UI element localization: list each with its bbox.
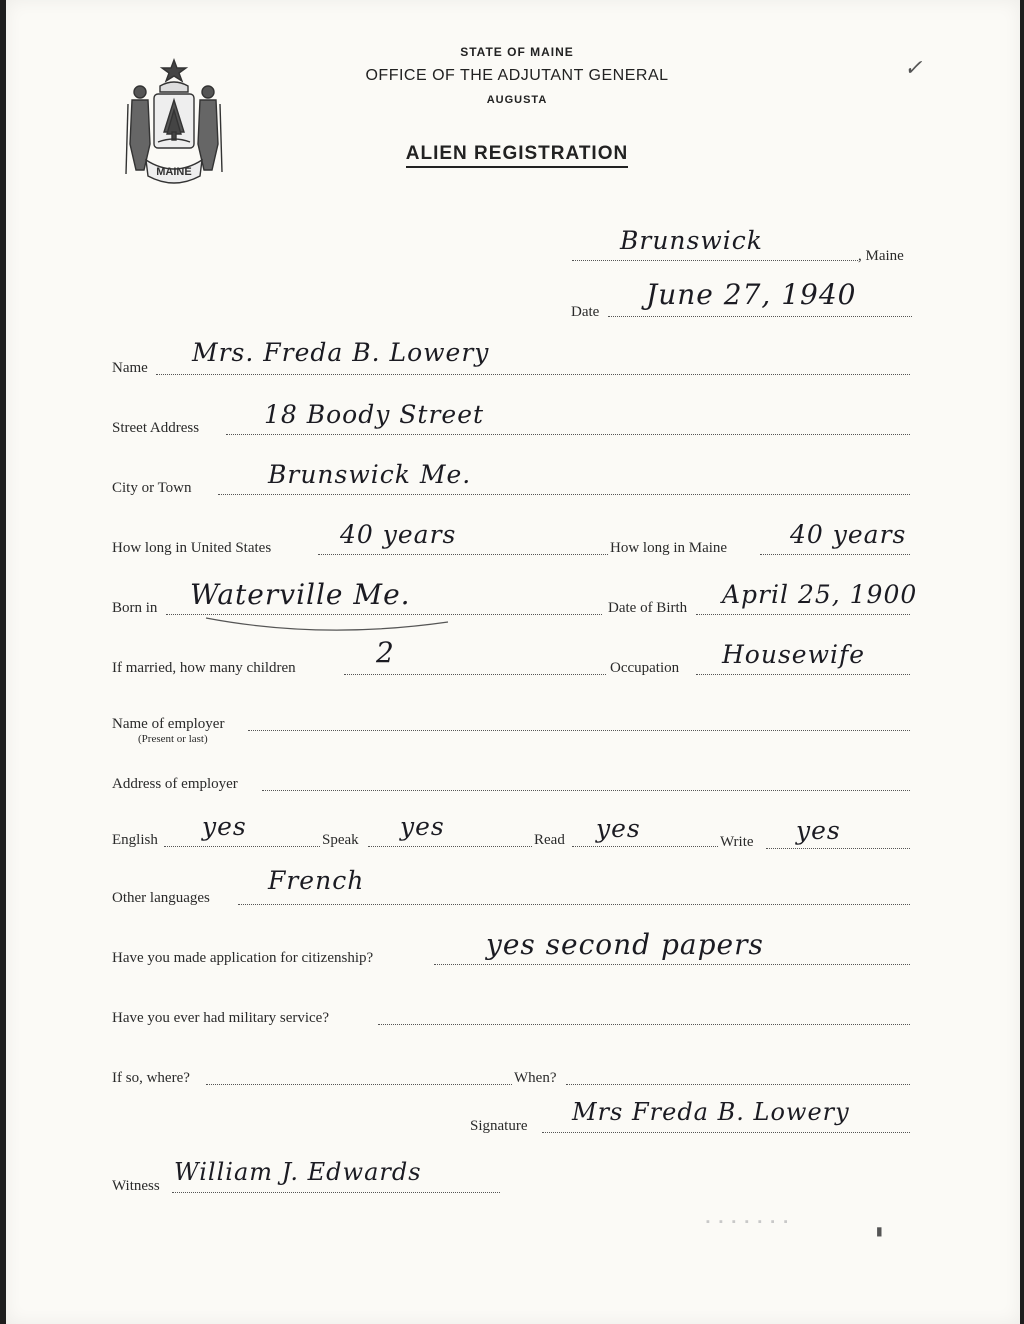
- when-line: [566, 1084, 910, 1085]
- write-label: Write: [720, 834, 754, 850]
- how-long-maine-label: How long in Maine: [610, 540, 728, 556]
- street-label: Street Address: [112, 420, 200, 436]
- header-state: STATE OF MAINE: [460, 45, 574, 59]
- english-label: English: [112, 832, 158, 848]
- maine-state-seal-icon: [120, 54, 228, 186]
- dob-value: April 25, 1900: [722, 580, 918, 609]
- form-page: [6, 0, 1020, 1324]
- header-city: AUGUSTA: [486, 94, 548, 106]
- born-value: Waterville Me.: [190, 578, 411, 611]
- form-title: [312, 143, 722, 165]
- military-line: [378, 1024, 910, 1025]
- how-long-us-label: How long in United States: [112, 540, 272, 556]
- witness-line: [172, 1192, 500, 1193]
- occupation-line: [696, 674, 910, 675]
- name-value: Mrs. Freda B. Lowery: [192, 338, 490, 367]
- street-line: [226, 434, 910, 435]
- employer-sublabel: (Present or last): [138, 733, 208, 745]
- speak-value: yes: [400, 812, 445, 841]
- citizenship-value: yes second papers: [486, 928, 764, 961]
- date-value: June 27, 1940: [646, 278, 857, 311]
- check-mark: ✓: [904, 56, 923, 81]
- read-line: [572, 846, 718, 847]
- where-line: [206, 1084, 512, 1085]
- english-line: [164, 846, 320, 847]
- dob-line: [696, 614, 910, 615]
- date-line: [608, 316, 912, 317]
- faint-stamp-mark: ▪ ▪ ▪ ▪ ▪ ▪ ▪: [706, 1216, 791, 1228]
- children-label: If married, how many children: [112, 660, 296, 676]
- employer-address-label: Address of employer: [112, 776, 238, 792]
- dob-label: Date of Birth: [608, 600, 688, 616]
- other-lang-value: French: [268, 866, 365, 895]
- speak-label: Speak: [322, 832, 359, 848]
- citizenship-line: [434, 964, 910, 965]
- place-value: Brunswick: [620, 226, 763, 255]
- write-line: [766, 848, 910, 849]
- military-label: Have you ever had military service?: [112, 1010, 329, 1026]
- born-label: Born in: [112, 600, 158, 616]
- name-label: Name: [112, 360, 148, 376]
- place-line: [572, 260, 858, 261]
- employer-label: Name of employer: [112, 716, 225, 732]
- seal-text: MAINE: [156, 166, 192, 178]
- name-line: [156, 374, 910, 375]
- date-label: Date: [571, 304, 600, 320]
- speak-line: [368, 846, 532, 847]
- city-label: City or Town: [112, 480, 192, 496]
- how-long-maine-value: 40 years: [790, 520, 907, 549]
- employer-address-line: [262, 790, 910, 791]
- when-label: When?: [514, 1070, 557, 1086]
- witness-value: William J. Edwards: [174, 1158, 422, 1186]
- place-suffix-label: , Maine: [858, 248, 904, 264]
- ink-mark: ▮: [876, 1224, 883, 1238]
- signature-label: Signature: [470, 1118, 528, 1134]
- signature-value: Mrs Freda B. Lowery: [572, 1098, 850, 1126]
- employer-line: [248, 730, 910, 731]
- read-value: yes: [596, 814, 641, 843]
- how-long-us-line: [318, 554, 608, 555]
- children-line: [344, 674, 606, 675]
- other-lang-label: Other languages: [112, 890, 210, 906]
- signature-line: [542, 1132, 910, 1133]
- how-long-maine-line: [760, 554, 910, 555]
- street-value: 18 Boody Street: [264, 400, 485, 429]
- swash-decoration-icon: [202, 610, 452, 634]
- where-label: If so, where?: [112, 1070, 190, 1086]
- city-line: [218, 494, 910, 495]
- how-long-us-value: 40 years: [340, 520, 457, 549]
- english-value: yes: [202, 812, 247, 841]
- read-label: Read: [534, 832, 565, 848]
- occupation-value: Housewife: [722, 640, 866, 669]
- citizenship-label: Have you made application for citizenship?: [112, 950, 374, 966]
- children-value: 2: [376, 636, 395, 669]
- city-value: Brunswick Me.: [268, 460, 472, 489]
- write-value: yes: [796, 816, 841, 845]
- occupation-label: Occupation: [610, 660, 680, 676]
- other-lang-line: [238, 904, 910, 905]
- form-title-text: ALIEN REGISTRATION: [406, 143, 628, 168]
- header-office: OFFICE OF THE ADJUTANT GENERAL: [365, 67, 669, 84]
- witness-label: Witness: [112, 1178, 160, 1194]
